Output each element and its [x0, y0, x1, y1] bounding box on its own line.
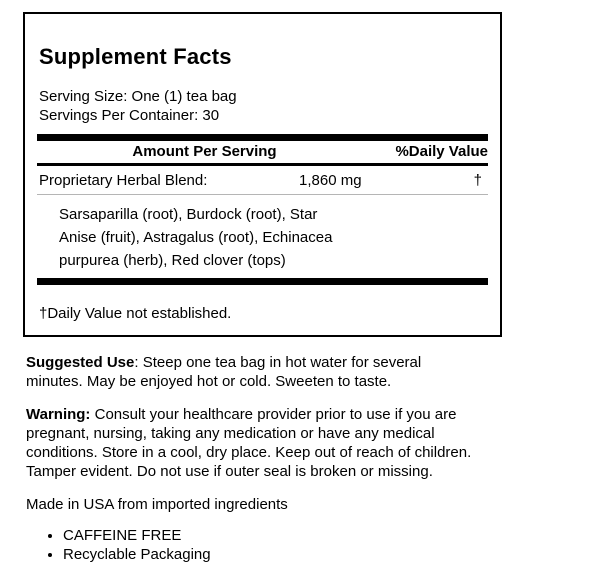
serving-size: Serving Size: One (1) tea bag: [39, 88, 237, 105]
divider-gray: [37, 194, 488, 195]
daily-value-footnote: †Daily Value not established.: [39, 305, 232, 322]
ingredients-line-1: Sarsaparilla (root), Burdock (root), Star: [59, 206, 318, 223]
amount-per-serving-header: Amount Per Serving: [132, 143, 277, 160]
blend-daily-value-dagger: †: [473, 172, 482, 189]
divider-thick-bottom: [37, 278, 488, 285]
feature-recyclable-packaging: Recyclable Packaging: [63, 546, 211, 563]
suggested-use-line-1: : Steep one tea bag in hot water for several: [134, 354, 422, 371]
suggested-use-label: Suggested Use: [26, 354, 135, 371]
feature-bullet-list: [26, 526, 586, 564]
servings-per-container: Servings Per Container: 30: [39, 107, 220, 124]
divider-thick-top: [37, 134, 488, 141]
warning-paragraph: [26, 405, 586, 481]
list-item: [63, 545, 586, 564]
blend-row: [39, 172, 488, 190]
warning-line-4: Tamper evident. Do not use if outer seal is broken or missing.: [26, 463, 433, 480]
column-header-row: [37, 143, 488, 161]
divider-medium: [37, 163, 488, 166]
warning-label: Warning:: [26, 406, 91, 423]
ingredients-line-3: purpurea (herb), Red clover (tops): [59, 252, 286, 269]
supplement-facts-panel: [23, 12, 502, 337]
ingredients-line-2: Anise (fruit), Astragalus (root), Echinacea: [59, 229, 333, 246]
blend-amount: 1,860 mg: [299, 172, 362, 189]
suggested-use-line-2: minutes. May be enjoyed hot or cold. Sweeten to taste.: [26, 373, 392, 390]
feature-caffeine-free: CAFFEINE FREE: [63, 527, 182, 544]
daily-value-header: %Daily Value: [395, 143, 488, 160]
product-info-section: [26, 336, 586, 564]
warning-line-3: conditions. Store in a cool, dry place. Keep out of reach of children.: [26, 444, 472, 461]
panel-title: Supplement Facts: [39, 44, 232, 69]
warning-line-2: pregnant, nursing, taking any medication or have any medical: [26, 425, 435, 442]
suggested-use-paragraph: [26, 353, 586, 391]
list-item: [63, 526, 586, 545]
made-in-statement: Made in USA from imported ingredients: [26, 496, 288, 513]
ingredients-list: [59, 203, 488, 272]
blend-name: Proprietary Herbal Blend:: [39, 172, 208, 189]
warning-line-1: Consult your healthcare provider prior to use if you are: [90, 406, 457, 423]
serving-info: [39, 87, 488, 125]
